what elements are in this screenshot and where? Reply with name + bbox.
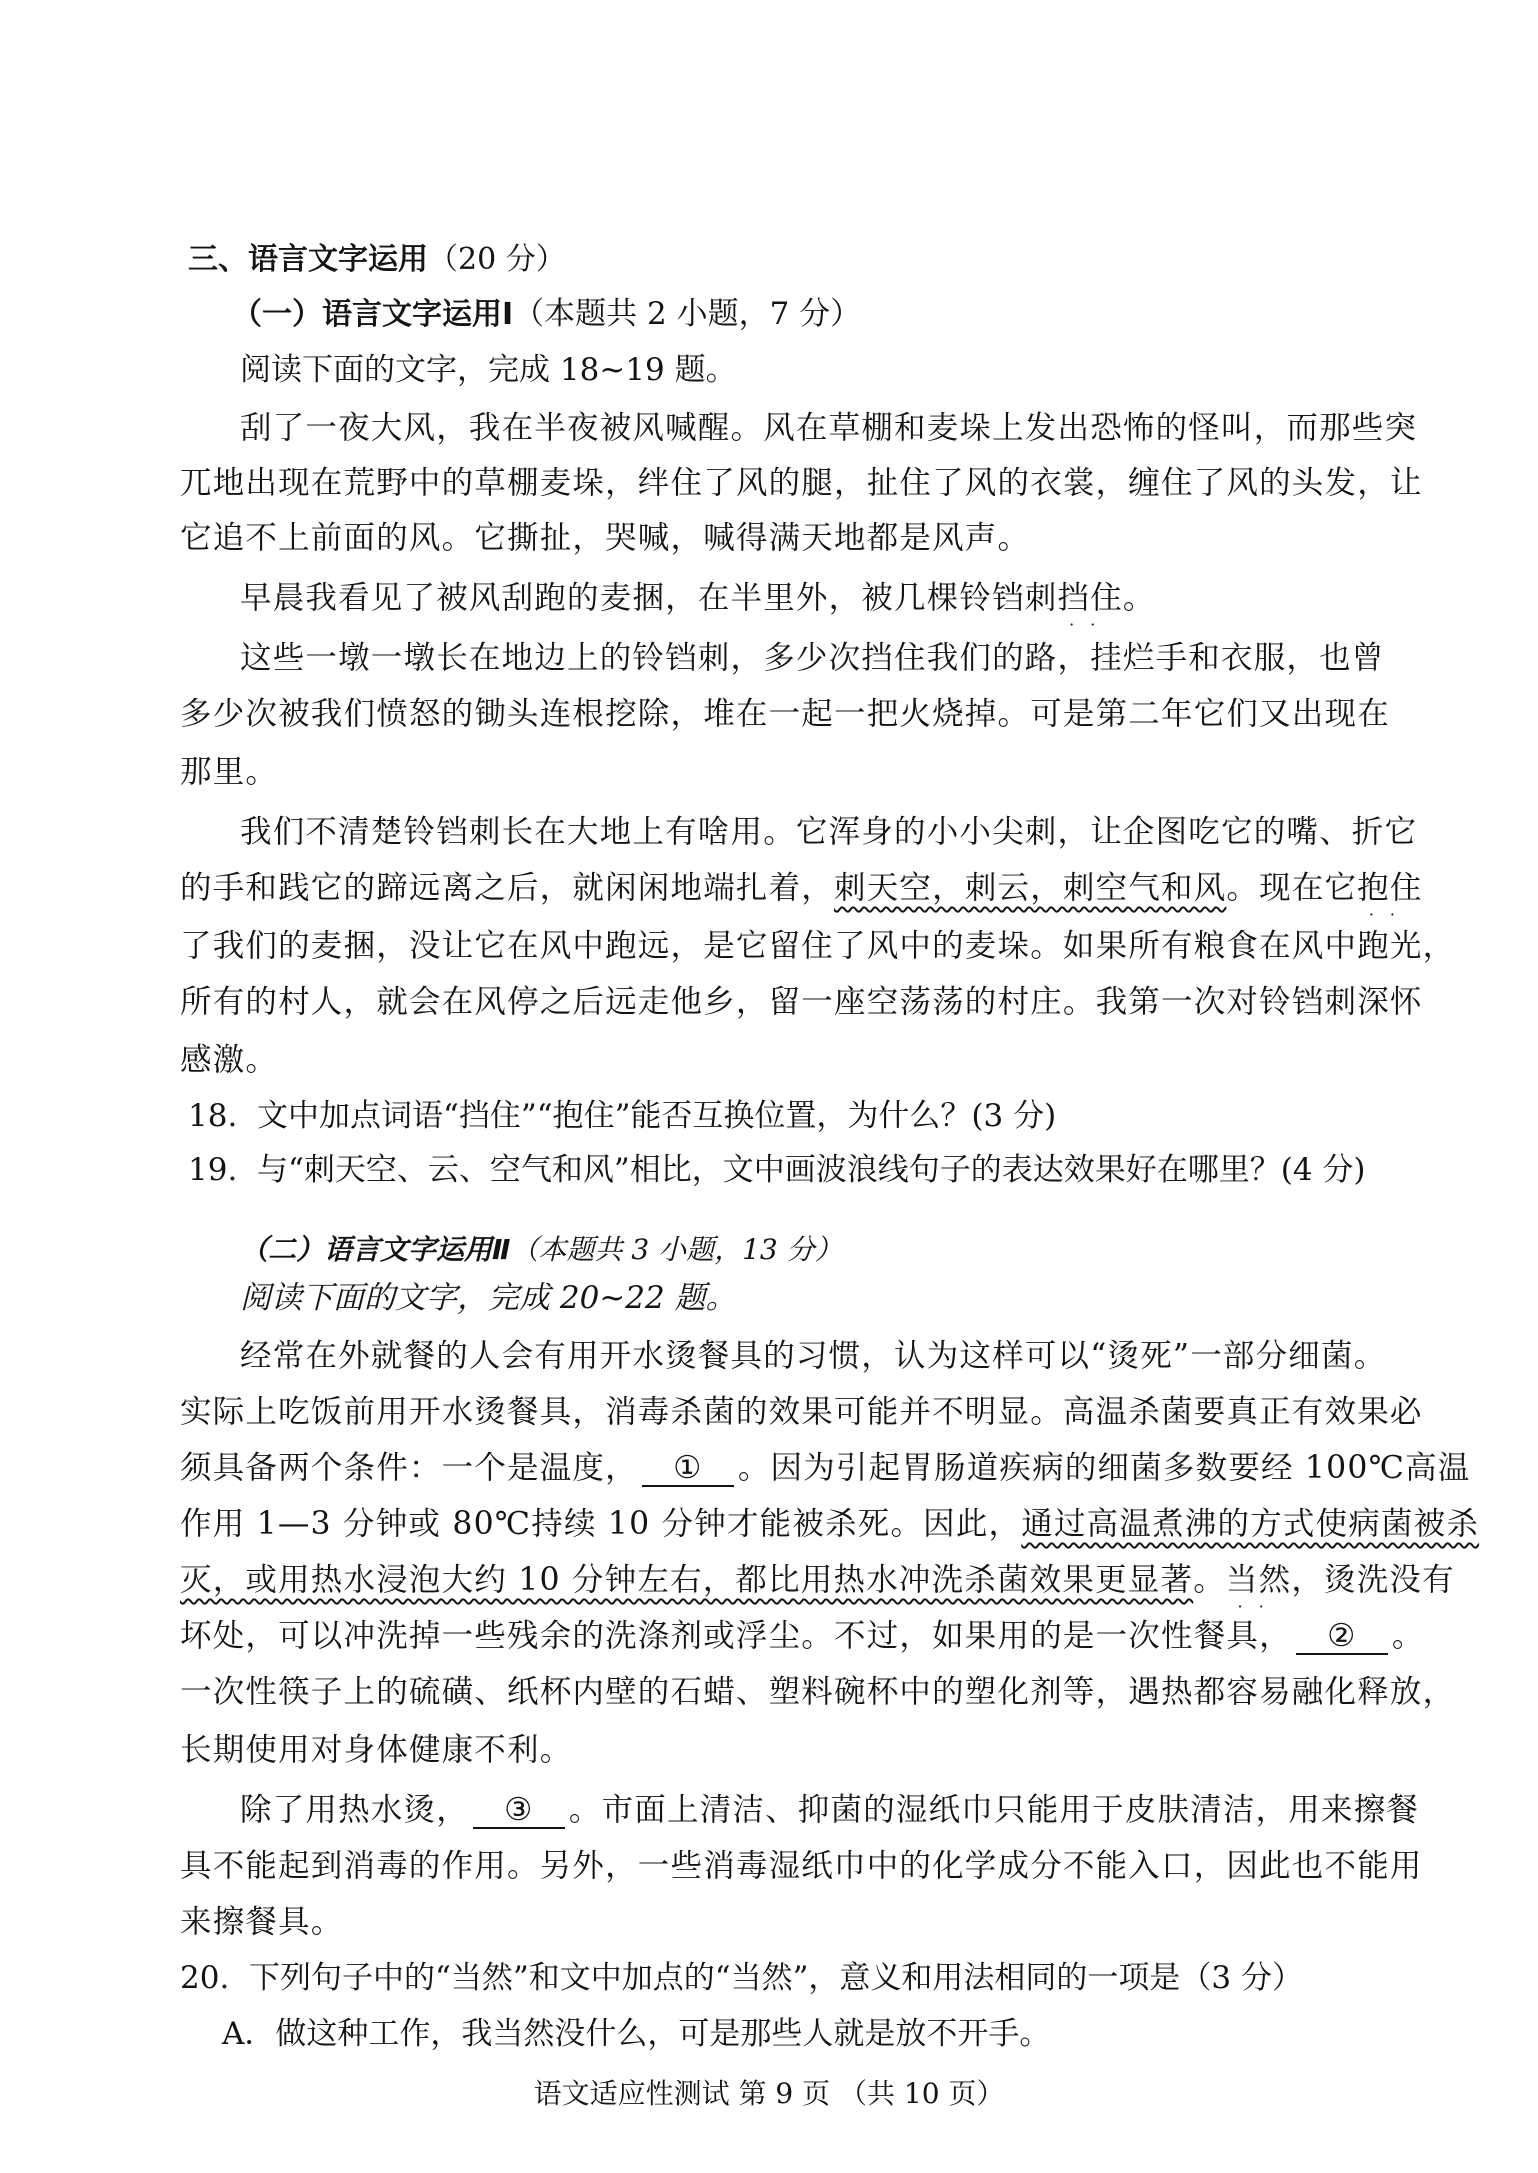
part1-meta: （本题共 2 小题，7 分） bbox=[513, 296, 862, 332]
dotted-word-dangzhu bbox=[1057, 578, 1123, 634]
part2-meta: （本题共 3 小题，13 分） bbox=[510, 1233, 843, 1266]
part1-p1-line3: 它追不上前面的风。它撕扯，哭喊，喊得满天地都是风声。 bbox=[180, 520, 1031, 556]
part2-p1-line7: 一次性筷子上的硫磺、纸杯内壁的石蜡、塑料碗杯中的塑化剂等，遇热都容易融化释放， bbox=[180, 1674, 1456, 1710]
question-20-number: 20. bbox=[180, 1960, 230, 1996]
section-title-label: 三、语言文字运用 bbox=[188, 242, 428, 277]
part2-p1-line3-start: 须具备两个条件：一个是温度， bbox=[180, 1450, 638, 1486]
part1-p1-line2: 兀地出现在荒野中的草棚麦垛，绊住了风的腿，扯住了风的衣裳，缠住了风的头发，让 bbox=[180, 465, 1423, 501]
question-20-text: 下列句子中的“当然”和文中加点的“当然”，意义和用法相同的一项是（3 分） bbox=[249, 1960, 1303, 1996]
part2-p1-line5-punct: 。 bbox=[1193, 1562, 1226, 1598]
question-20 bbox=[180, 1958, 1303, 1998]
emphasis-dots: ·· bbox=[1069, 615, 1112, 634]
part2-p1-line4 bbox=[180, 1504, 1479, 1544]
part1-p4-line3: 了我们的麦捆，没让它在风中跑远，是它留住了风中的麦垛。如果所有粮食在风中跑光， bbox=[180, 928, 1456, 964]
part1-p4-line5: 感激。 bbox=[180, 1042, 279, 1078]
part2-p2-line1-start: 除了用热水烫， bbox=[240, 1792, 469, 1828]
part2-p1-line6-start: 坏处，可以冲洗掉一些残余的洗涤剂或浮尘。不过，如果用的是一次性餐具， bbox=[180, 1618, 1292, 1654]
question-18 bbox=[188, 1096, 1056, 1136]
question-18-number: 18. bbox=[188, 1098, 238, 1134]
dotted-word-dangran bbox=[1225, 1560, 1292, 1616]
part1-p4-line2 bbox=[180, 868, 1423, 924]
blank-2: ② bbox=[1296, 1619, 1388, 1655]
part1-p2-end: 。 bbox=[1122, 580, 1156, 616]
part1-p4-line1: 我们不清楚铃铛刺长在大地上有啥用。它浑身的小小尖刺，让企图吃它的嘴、折它 bbox=[240, 814, 1418, 850]
section-title-score: （20 分） bbox=[428, 242, 566, 277]
part1-p1-line1: 刮了一夜大风，我在半夜被风喊醒。风在草棚和麦垛上发出恐怖的怪叫，而那些突 bbox=[240, 410, 1418, 446]
part1-instruction: 阅读下面的文字，完成 18~19 题。 bbox=[240, 352, 737, 388]
part1-p3-line1: 这些一墩一墩长在地边上的铃铛刺，多少次挡住我们的路，挂烂手和衣服，也曾 bbox=[240, 640, 1385, 676]
part1-p3-line3: 那里。 bbox=[180, 754, 279, 790]
part1-heading bbox=[232, 294, 861, 335]
dotted-word-baozhu bbox=[1357, 868, 1423, 924]
wavy-sentence-2a: 通过高温煮沸的方式使病菌被杀 bbox=[1021, 1506, 1480, 1542]
part1-p4-line2-mid: 。现在它 bbox=[1226, 870, 1358, 906]
dotted-word-baozhu-text: 抱住 bbox=[1357, 870, 1423, 906]
wavy-sentence-2b: 灭，或用热水浸泡大约 10 分钟左右，都比用热水冲洗杀菌效果更显著 bbox=[180, 1562, 1194, 1598]
part2-p1-line5 bbox=[180, 1560, 1455, 1616]
emphasis-dots: ·· bbox=[1368, 905, 1412, 924]
part1-p4-line4: 所有的村人，就会在风停之后远走他乡，留一座空荡荡的村庄。我第一次对铃铛刺深怀 bbox=[180, 984, 1423, 1020]
part2-title: （二）语言文字运用Ⅱ bbox=[240, 1233, 511, 1266]
part2-p1-line4-start: 作用 1—3 分钟或 80℃持续 10 分钟才能被杀死。因此， bbox=[180, 1506, 1022, 1542]
part2-p1-line2: 实际上吃饭前用开水烫餐具，消毒杀菌的效果可能并不明显。高温杀菌要真正有效果必 bbox=[180, 1394, 1423, 1430]
part1-p3-line2: 多少次被我们愤怒的锄头连根挖除，堆在一起一把火烧掉。可是第二年它们又出现在 bbox=[180, 696, 1390, 732]
part2-p1-line8: 长期使用对身体健康不利。 bbox=[180, 1732, 573, 1768]
part2-p2-line1-end: 。市面上清洁、抑菌的湿纸巾只能用于皮肤清洁，用来擦餐 bbox=[568, 1792, 1420, 1828]
part2-p2-line2: 具不能起到消毒的作用。另外，一些消毒湿纸巾中的化学成分不能入口，因此也不能用 bbox=[180, 1848, 1423, 1884]
dotted-word-dangzhu-text: 挡住 bbox=[1057, 580, 1123, 616]
dotted-word-dangran-text: 当然 bbox=[1225, 1562, 1292, 1598]
wavy-sentence-1: 刺天空，刺云，刺空气和风 bbox=[834, 870, 1227, 906]
part2-p1-line1: 经常在外就餐的人会有用开水烫餐具的习惯，认为这样可以“烫死”一部分细菌。 bbox=[240, 1338, 1387, 1374]
part2-p1-line3 bbox=[180, 1448, 1471, 1488]
question-19 bbox=[188, 1150, 1366, 1190]
question-19-text: 与“刺天空、云、空气和风”相比，文中画波浪线句子的表达效果好在哪里？(4 分) bbox=[257, 1152, 1366, 1188]
part2-p2-line3: 来擦餐具。 bbox=[180, 1904, 344, 1940]
part2-p1-line6 bbox=[180, 1616, 1425, 1656]
part1-p2-text: 早晨我看见了被风刮跑的麦捆，在半里外，被几棵铃铛刺 bbox=[240, 580, 1058, 616]
blank-3: ③ bbox=[473, 1793, 565, 1829]
question-20-option-a[interactable]: A．做这种工作，我当然没什么，可是那些人就是放不开手。 bbox=[222, 2016, 1051, 2052]
part2-instruction: 阅读下面的文字，完成 20~22 题。 bbox=[240, 1280, 737, 1316]
question-18-text: 文中加点词语“挡住”“抱住”能否互换位置，为什么？(3 分) bbox=[257, 1098, 1057, 1134]
part2-p1-line3-end: 。因为引起胃肠道疾病的细菌多数要经 100℃高温 bbox=[737, 1450, 1471, 1486]
part2-p2-line1 bbox=[240, 1790, 1419, 1830]
part1-p2-line1 bbox=[240, 578, 1156, 634]
question-19-number: 19. bbox=[188, 1152, 238, 1188]
blank-1: ① bbox=[642, 1451, 734, 1487]
emphasis-dots: ·· bbox=[1237, 1597, 1280, 1616]
section-title bbox=[188, 240, 566, 280]
part2-heading bbox=[240, 1230, 843, 1270]
part1-p4-line2-start: 的手和践它的蹄远离之后，就闲闲地端扎着， bbox=[180, 870, 835, 906]
page-footer: 语文适应性测试 第 9 页 （共 10 页） bbox=[533, 2077, 1005, 2110]
part2-p1-line6-end: 。 bbox=[1391, 1618, 1425, 1654]
part1-title: （一）语言文字运用Ⅰ bbox=[232, 297, 514, 332]
part2-p1-line5-end: ，烫洗没有 bbox=[1291, 1562, 1455, 1598]
